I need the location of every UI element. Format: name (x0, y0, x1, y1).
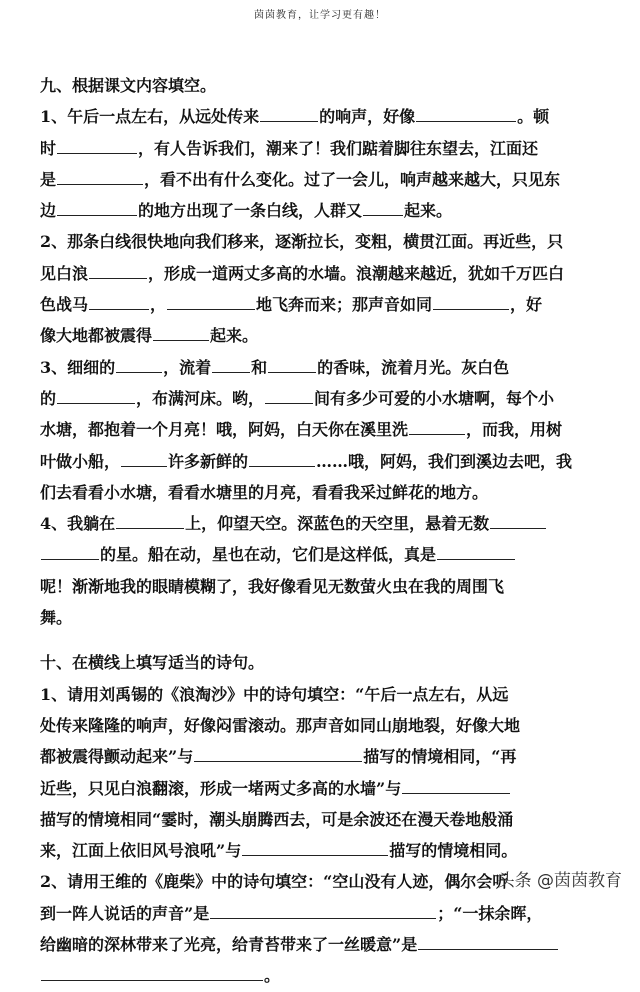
q4-line-2: 的星。船在动，星也在动，它们是这样低，真是 (40, 539, 600, 570)
q2-line-2: 见白浪 ，形成一道两丈多高的水墙。浪潮越来越近，犹如千万匹白 (40, 263, 565, 283)
blank[interactable] (437, 543, 515, 560)
blank[interactable] (89, 293, 149, 310)
blank[interactable] (363, 199, 403, 216)
s10-q1-line-1: 1、请用刘禹锡的《浪淘沙》中的诗句填空：“午后一点左右，从远 (40, 684, 509, 704)
s10-q2-line-3: 给幽暗的深林带来了光亮，给青苔带来了一丝暖意”是 (40, 929, 600, 960)
source-watermark: 头条 @茵茵教育 (497, 871, 622, 891)
q4-line-4: 舞。 (40, 608, 73, 628)
blank[interactable] (153, 324, 209, 341)
s10-q1-line-5: 描写的情境相同“霎时，潮头崩腾西去，可是余波还在漫天卷地般涌 (40, 809, 514, 829)
blank[interactable] (116, 512, 184, 529)
blank[interactable] (490, 512, 546, 529)
blank[interactable] (416, 105, 516, 122)
blank[interactable] (57, 387, 135, 404)
blank[interactable] (194, 745, 362, 762)
q1-line-3: 是 ，看不出有什么变化。过了一会儿，响声越来越大，只见东 (40, 169, 561, 189)
q3-line-3: 水塘，都抱着一个月亮！哦，阿妈，白天你在溪里洗 ，而我，用树 (40, 420, 563, 440)
q3-line-1: 3、细细的 ，流着 和 的香味，流着月光。灰白色 (40, 357, 510, 377)
blank[interactable] (210, 902, 436, 919)
blank[interactable] (57, 168, 143, 185)
blank[interactable] (265, 387, 313, 404)
blank[interactable] (212, 356, 250, 373)
q1-line-1: 1、午后一点左右，从远处传来 的响声，好像 。顿 (40, 107, 550, 127)
q3-line-2: 的 ，布满河床。哟， 间有多少可爱的小水塘啊，每个小 (40, 388, 555, 408)
s10-q1-line-6: 来，江面上依旧风号浪吼”与 描写的情境相同。 (40, 841, 518, 861)
q3-line-4: 叶做小船， 许多新鲜的 ……哦，阿妈，我们到溪边去吧，我 (40, 451, 573, 471)
s10-q1-line-4: 近些，只见白浪翻滚，形成一堵两丈多高的水墙”与 (40, 773, 600, 804)
blank[interactable] (57, 137, 137, 154)
s10-q2-line-1: 2、请用王维的《鹿柴》中的诗句填空：“空山没有人迹，偶尔会听 (40, 872, 509, 892)
blank[interactable] (268, 356, 316, 373)
q2-line-1: 2、那条白线很快地向我们移来，逐渐拉长，变粗，横贯江面。再近些，只 (40, 232, 564, 252)
s10-q1-line-2: 处传来隆隆的响声，好像闷雷滚动。那声音如同山崩地裂，好像大地 (40, 715, 521, 735)
page-header: 茵茵教育，让学习更有趣！ (254, 10, 386, 21)
section-10-title: 十、在横线上填写适当的诗句。 (40, 653, 265, 673)
section-9-title: 九、根据课文内容填空。 (40, 76, 217, 95)
q1-line-2: 时 ，有人告诉我们，潮来了！我们踮着脚往东望去，江面还 (40, 138, 539, 158)
worksheet-body (40, 70, 600, 992)
blank[interactable] (41, 543, 99, 560)
s10-q1-line-3: 都被震得颤动起来”与 描写的情境相同，“再 (40, 747, 517, 767)
s10-q2-line-2: 到一阵人说话的声音”是 ；“一抹余晖， (40, 903, 543, 923)
blank[interactable] (167, 293, 255, 310)
blank[interactable] (57, 199, 137, 216)
q2-line-3: 色战马 ， 地飞奔而来；那声音如同 ，好 (40, 295, 543, 315)
blank[interactable] (242, 839, 388, 856)
q4-line-3: 呢！渐渐地我的眼睛模糊了，我好像看见无数萤火虫在我的周围飞 (40, 576, 505, 596)
blank[interactable] (249, 450, 315, 467)
q4-line-1: 4、我躺在 上，仰望天空。深蓝色的天空里，悬着无数 (40, 508, 600, 539)
blank[interactable] (402, 777, 510, 794)
s10-q2-line-4: 。 (40, 960, 600, 991)
blank[interactable] (121, 450, 167, 467)
blank[interactable] (89, 262, 147, 279)
blank[interactable] (260, 105, 318, 122)
blank[interactable] (41, 964, 263, 981)
blank[interactable] (433, 293, 509, 310)
blank[interactable] (418, 933, 558, 950)
blank[interactable] (116, 356, 162, 373)
q3-line-5: 们去看看小水塘，看看水塘里的月亮，看看我采过鲜花的地方。 (40, 482, 489, 502)
q1-line-4: 边 的地方出现了一条白线，人群又 起来。 (40, 201, 453, 221)
blank[interactable] (409, 418, 465, 435)
q2-line-4: 像大地都被震得 起来。 (40, 326, 259, 346)
